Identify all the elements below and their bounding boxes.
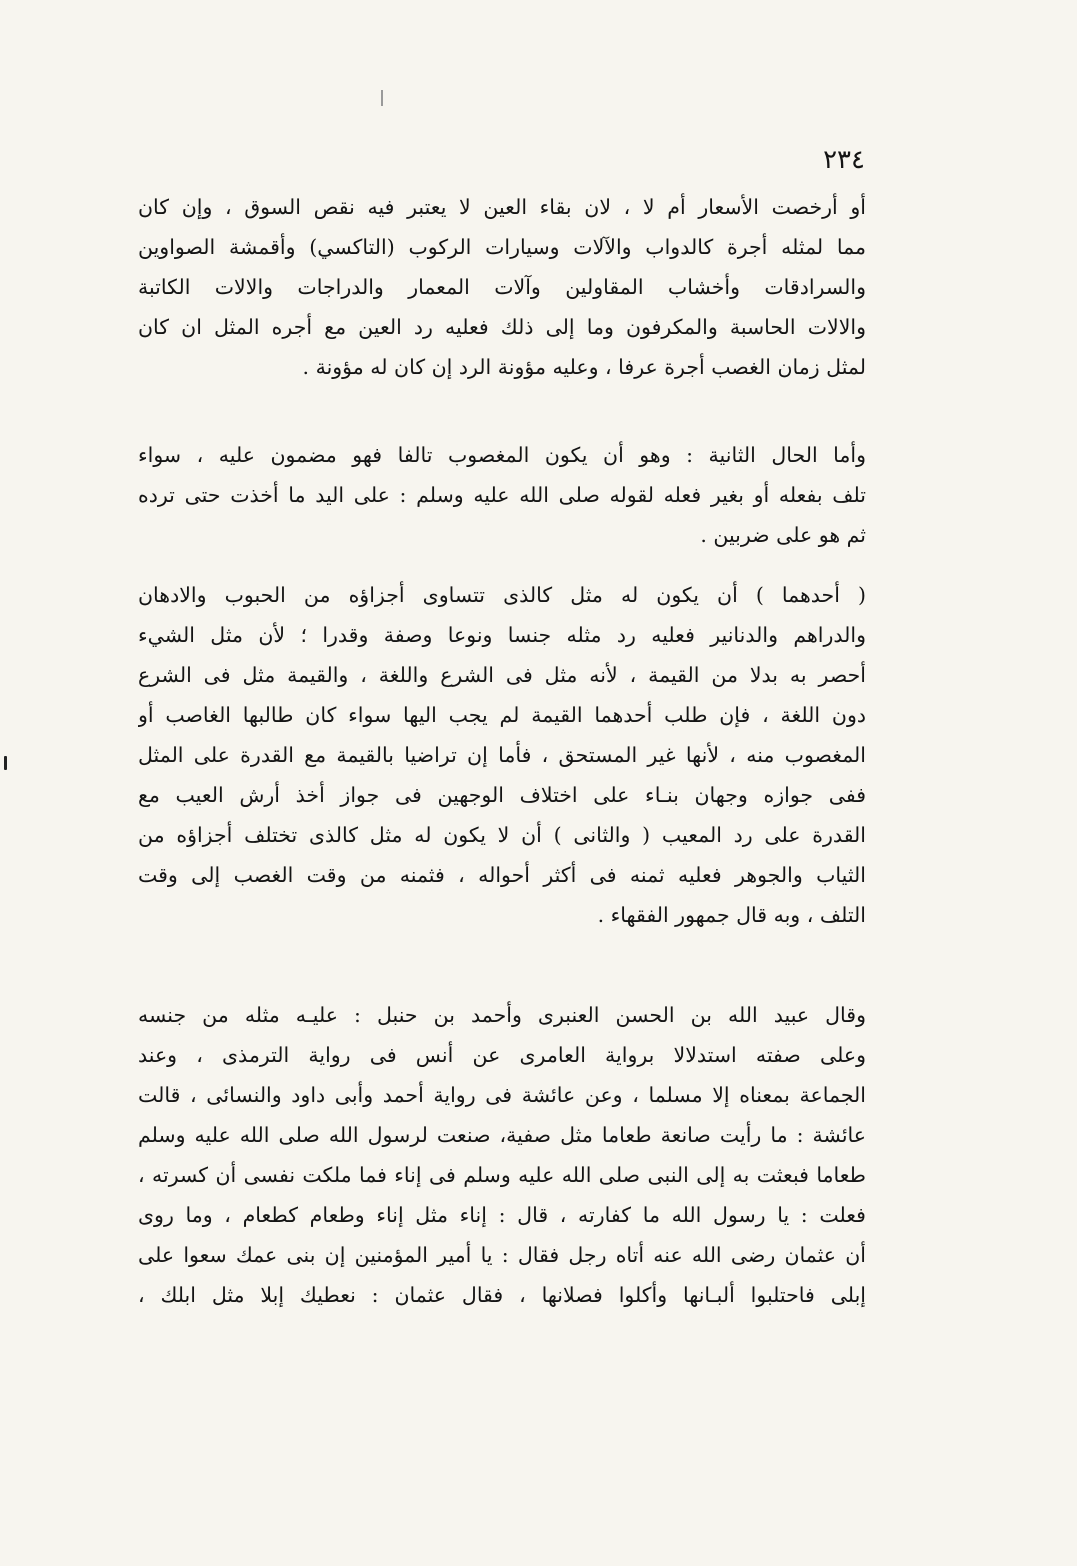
text-line: التلف ، وبه قال جمهور الفقهاء .	[597, 903, 866, 927]
text-line: أو أرخصت الأسعار أم لا ، لان بقاء العين لا يعتبر فيه نقص السوق ، وإن كان	[138, 195, 866, 219]
text-line: أحصر به بدلا من القيمة ، لأنه مثل فى الشرع واللغة ، والقيمة مثل فى الشرع	[138, 663, 866, 687]
text-line: أن عثمان رضى الله عنه أتاه رجل فقال : يا أمير المؤمنين إن بنى عمك سعوا على	[138, 1243, 866, 1267]
paragraph-1	[138, 187, 866, 387]
text-line: إبلى فاحتلبوا ألبـانها وأكلوا فصلانها ، فقال عثمان : نعطيك إبلا مثل ابلك ،	[138, 1283, 866, 1307]
page-number: ٢٣٤	[823, 145, 865, 175]
text-line: طعاما فبعثت به إلى النبى صلى الله عليه وسلم فى إناء فما ملكت نفسى أن كسرته ،	[138, 1163, 866, 1187]
text-line: ففى جوازه وجهان بنـاء على اختلاف الوجهين فى جواز أخذ أرش العيب مع	[138, 783, 866, 807]
text-line: وعلى صفته استدلالا برواية العامرى عن أنس فى رواية الترمذى ، وعند	[138, 1043, 866, 1067]
text-line: لمثل زمان الغصب أجرة عرفا ، وعليه مؤونة الرد إن كان له مؤونة .	[302, 355, 866, 379]
text-line: ( أحدهما ) أن يكون له مثل كالذى تتساوى أجزاؤه من الحبوب والادهان	[138, 583, 866, 607]
text-line: عائشة : ما رأيت صانعة طعاما مثل صفية، صنعت لرسول الله صلى الله عليه وسلم	[138, 1123, 866, 1147]
margin-mark	[4, 756, 7, 770]
scan-mark	[381, 90, 383, 106]
text-line: الجماعة بمعناه إلا مسلما ، وعن عائشة فى رواية أحمد وأبى داود والنسائى ، قالت	[138, 1083, 866, 1107]
text-line: فعلت : يا رسول الله ما كفارته ، قال : إناء مثل إناء وطعام كطعام ، وما روى	[138, 1203, 866, 1227]
paragraph-4	[138, 995, 866, 1315]
paragraph-3	[138, 575, 866, 935]
text-line: وقال عبيد الله بن الحسن العنبرى وأحمد بن حنبل : عليـه مثله من جنسه	[138, 1003, 866, 1027]
text-line: والسرادقات وأخشاب المقاولين وآلات المعمار والدراجات والالات الكاتبة	[138, 275, 866, 299]
text-line: تلف بفعله أو بغير فعله لقوله صلى الله عليه وسلم : على اليد ما أخذت حتى ترده	[138, 483, 866, 507]
paragraph-2	[138, 435, 866, 555]
text-line: القدرة على رد المعيب ( والثانى ) أن لا يكون له مثل كالذى تختلف أجزاؤه من	[138, 823, 866, 847]
text-line: والدراهم والدنانير فعليه رد مثله جنسا ونوعا وصفة وقدرا ؛ لأن مثل الشيء	[138, 623, 866, 647]
text-line: والالات الحاسبة والمكرفون وما إلى ذلك فعليه رد العين مع أجره المثل ان كان	[138, 315, 866, 339]
text-line: وأما الحال الثانية : وهو أن يكون المغصوب تالفا فهو مضمون عليه ، سواء	[138, 443, 866, 467]
text-line: دون اللغة ، فإن طلب أحدهما القيمة لم يجب اليها سواء كان طالبها الغاصب أو	[138, 703, 866, 727]
text-line: ثم هو على ضربين .	[700, 523, 866, 547]
text-line: الثياب والجوهر فعليه ثمنه فى أكثر أحواله ، فثمنه من وقت الغصب إلى وقت	[138, 863, 866, 887]
text-line: المغصوب منه ، لأنها غير المستحق ، فأما إن تراضيا بالقيمة مع القدرة على المثل	[138, 743, 866, 767]
text-line: مما لمثله أجرة كالدواب والآلات وسيارات الركوب (التاكسي) وأقمشة الصواوين	[138, 235, 866, 259]
